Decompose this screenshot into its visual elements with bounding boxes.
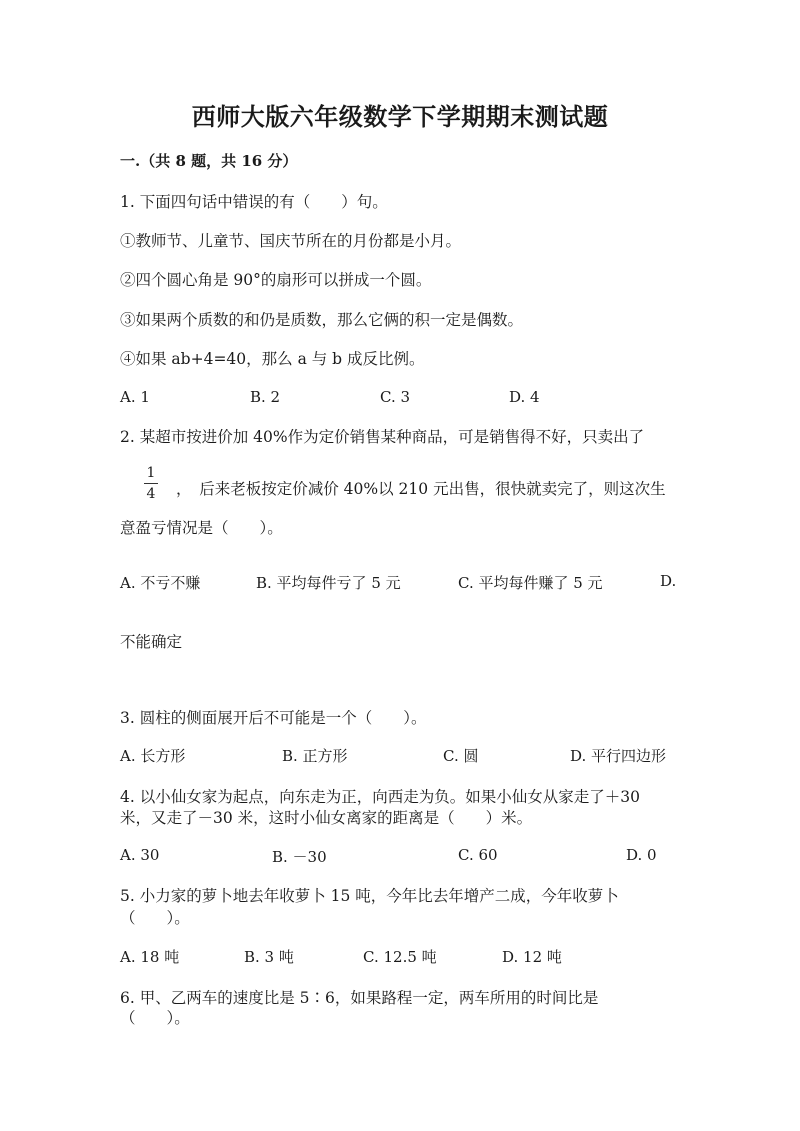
question-3-option-c: C. 圆 <box>443 747 479 765</box>
question-4-stem-line-2: 米，又走了－30 米，这时小仙女离家的距离是（ ）米。 <box>120 809 533 827</box>
question-1-statement-3: ③如果两个质数的和仍是质数，那么它俩的积一定是偶数。 <box>120 311 524 329</box>
question-2-option-c: C. 平均每件赚了 5 元 <box>458 574 603 592</box>
question-1-statement-4: ④如果 ab+4=40，那么 a 与 b 成反比例。 <box>120 350 425 368</box>
fraction-bar <box>144 483 158 484</box>
question-1-statement-2: ②四个圆心角是 90°的扇形可以拼成一个圆。 <box>120 271 432 289</box>
question-4-stem-line-1: 4. 以小仙女家为起点，向东走为正，向西走为负。如果小仙女从家走了＋30 <box>120 788 640 806</box>
question-3-option-a: A. 长方形 <box>120 747 186 765</box>
question-2-option-d-text: 不能确定 <box>120 633 183 651</box>
question-1-option-d: D. 4 <box>509 388 540 406</box>
question-2-stem-line-3: 意盈亏情况是（ ）。 <box>120 519 283 537</box>
question-1-option-b: B. 2 <box>250 388 281 406</box>
question-4-option-d: D. 0 <box>626 846 657 864</box>
question-1-statement-1: ①教师节、儿童节、国庆节所在的月份都是小月。 <box>120 232 462 250</box>
question-2-option-b: B. 平均每件亏了 5 元 <box>256 574 401 592</box>
page-title: 西师大版六年级数学下学期期末测试题 <box>191 102 609 131</box>
question-5-stem-line-2: （ ）。 <box>120 909 190 927</box>
question-4-option-c: C. 60 <box>458 846 498 864</box>
question-6-stem-line-1: 6. 甲、乙两车的速度比是 5∶6，如果路程一定，两车所用的时间比是 <box>120 989 599 1007</box>
fraction-numerator: 1 <box>146 465 156 481</box>
question-5-option-a: A. 18 吨 <box>120 948 180 966</box>
question-5-option-b: B. 3 吨 <box>244 948 294 966</box>
question-5-stem-line-1: 5. 小力家的萝卜地去年收萝卜 15 吨，今年比去年增产二成，今年收萝卜 <box>120 887 619 905</box>
question-1-option-a: A. 1 <box>120 388 150 406</box>
question-2-option-a: A. 不亏不赚 <box>120 574 201 592</box>
question-4-option-b: B. －30 <box>272 848 327 866</box>
question-3-option-d: D. 平行四边形 <box>570 747 667 765</box>
question-4-option-a: A. 30 <box>120 846 160 864</box>
question-5-option-d: D. 12 吨 <box>502 948 562 966</box>
section-heading: 一.（共 8 题，共 16 分） <box>120 152 298 170</box>
question-3-option-b: B. 正方形 <box>282 747 348 765</box>
question-2-option-d: D. <box>660 572 677 590</box>
question-6-stem-line-2: （ ）。 <box>120 1009 190 1027</box>
question-2-stem-line-2: ， 后来老板按定价减价 40%以 210 元出售，很快就卖完了，则这次生 <box>176 480 666 498</box>
question-5-option-c: C. 12.5 吨 <box>363 948 437 966</box>
question-2-stem-line-1: 2. 某超市按进价加 40%作为定价销售某种商品，可是销售得不好，只卖出了 <box>120 428 645 446</box>
question-1-option-c: C. 3 <box>380 388 411 406</box>
fraction-one-quarter <box>143 466 159 501</box>
question-3-stem: 3. 圆柱的侧面展开后不可能是一个（ ）。 <box>120 709 427 727</box>
fraction-denominator: 4 <box>146 486 156 502</box>
question-1-stem: 1. 下面四句话中错误的有（ ）句。 <box>120 193 388 211</box>
